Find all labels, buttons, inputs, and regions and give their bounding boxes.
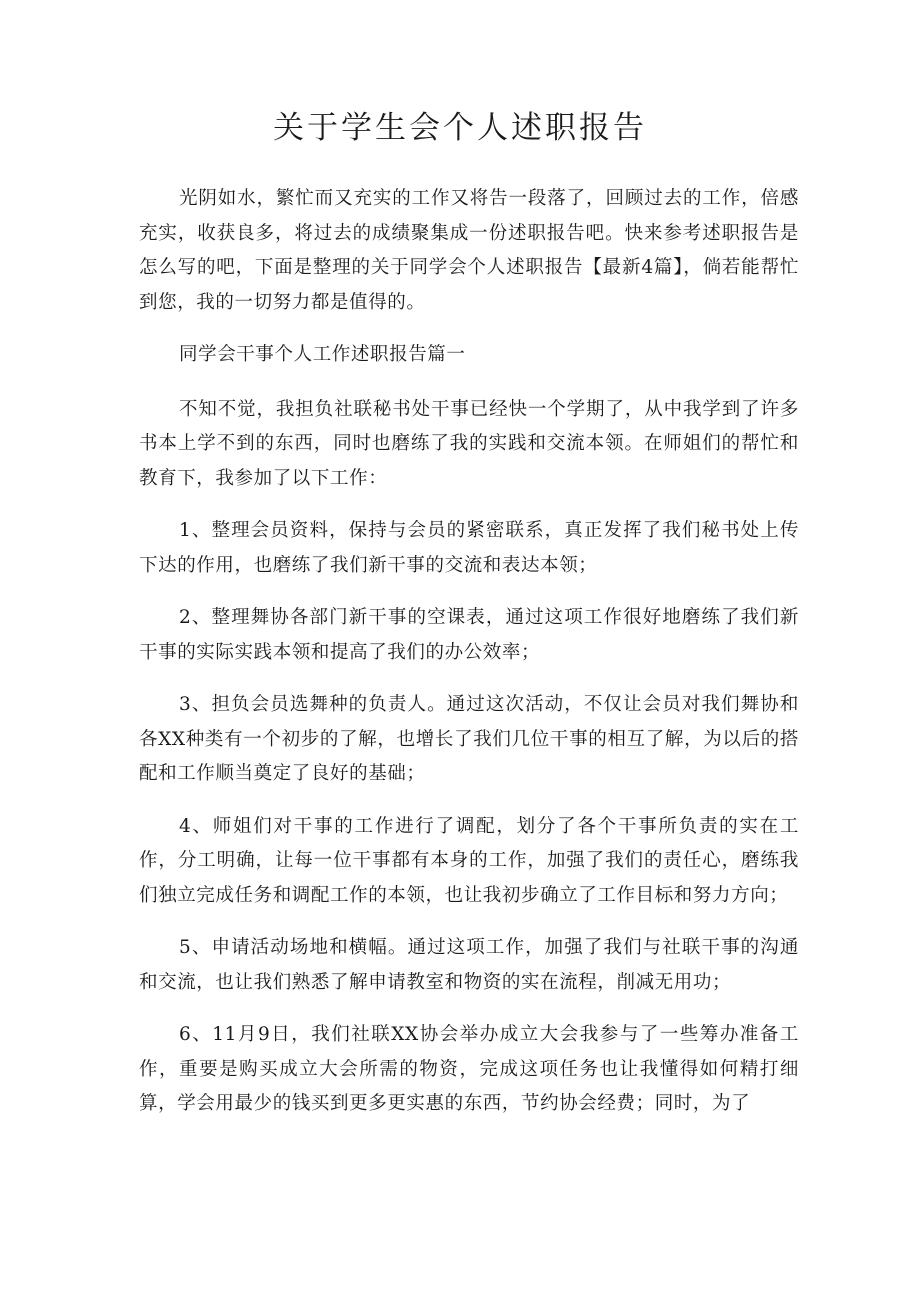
list-item-5: 5、申请活动场地和横幅。通过这项工作，加强了我们与社联干事的沟通和交流，也让我们熟悉了解申请教室和物资的实在流程，削减无用功；	[139, 937, 799, 993]
list-item-6: 6、11月9日，我们社联XX协会举办成立大会我参与了一些筹办准备工作，重要是购买成立大会所需的物资，完成这项任务也让我懂得如何精打细算，学会用最少的钱买到更多更实惠的东西，节约协会经费；同时，为了	[139, 1024, 799, 1114]
body-paragraph: 不知不觉，我担负社联秘书处干事已经快一个学期了，从中我学到了许多书本上学不到的东西，同时也磨练了我的实践和交流本领。在师姐们的帮忙和教育下，我参加了以下工作：	[139, 398, 799, 489]
list-item-1: 1、整理会员资料，保持与会员的紧密联系，真正发挥了我们秘书处上传下达的作用，也磨练了我们新干事的交流和表达本领；	[139, 520, 799, 576]
list-item-3: 3、担负会员选舞种的负责人。通过这次活动，不仅让会员对我们舞协和各XX种类有一个初步的了解，也增长了我们几位干事的相互了解，为以后的搭配和工作顺当奠定了良好的基础；	[139, 694, 799, 784]
document-body	[139, 182, 799, 1140]
list-item-2: 2、整理舞协各部门新干事的空课表，通过这项工作很好地磨练了我们新干事的实际实践本领和提高了我们的办公效率；	[139, 607, 799, 663]
intro-paragraph: 光阴如水，繁忙而又充实的工作又将告一段落了，回顾过去的工作，倍感充实，收获良多，将过去的成绩聚集成一份述职报告吧。快来参考述职报告是怎么写的吧，下面是整理的关于同学会个人述职报告【最新4篇】，倘若能帮忙到您，我的一切努力都是值得的。	[139, 188, 799, 313]
section-heading: 同学会干事个人工作述职报告篇一	[179, 344, 466, 365]
list-item-4: 4、师姐们对干事的工作进行了调配，划分了各个干事所负责的实在工作，分工明确，让每一位干事都有本身的工作，加强了我们的责任心，磨练我们独立完成任务和调配工作的本领，也让我初步确立了工作目标和努力方向；	[139, 815, 799, 906]
document-title: 关于学生会个人述职报告	[273, 110, 647, 146]
